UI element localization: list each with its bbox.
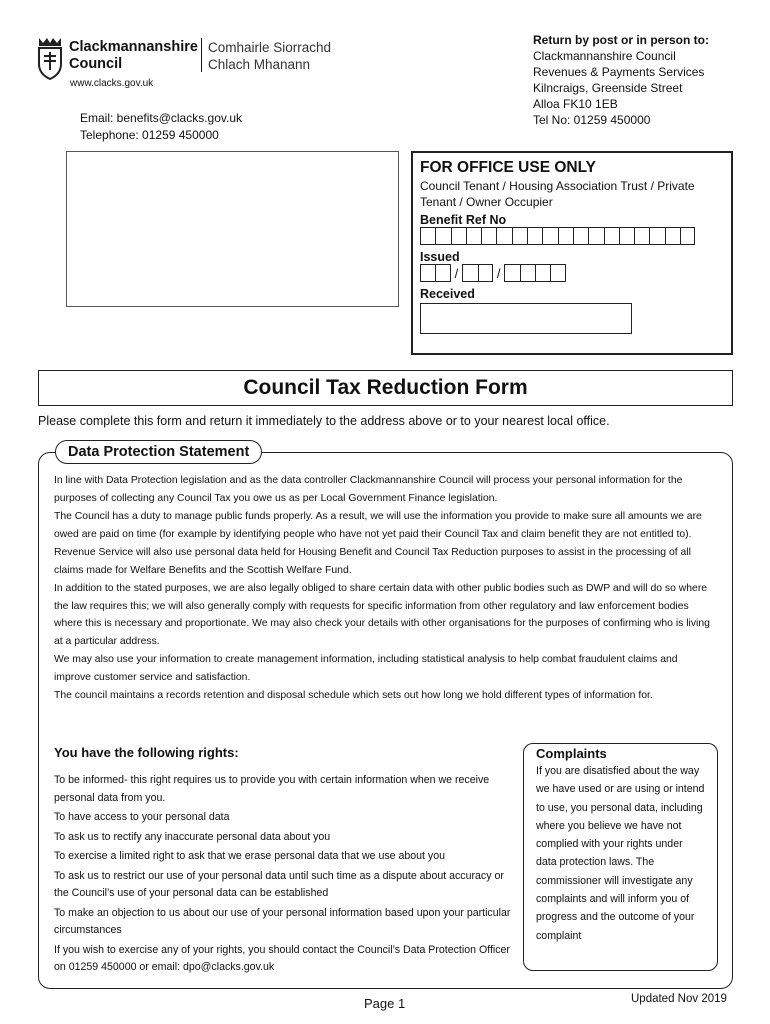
received-field[interactable] bbox=[420, 303, 632, 334]
complaints-box bbox=[523, 743, 718, 971]
dp-paragraph: In line with Data Protection legislation and as the data controller Clackmannanshire Council will process your personal information for the purposes of collecting any Council Tax you owe us as per Local Government Finance legislation. bbox=[54, 475, 683, 504]
rights-list bbox=[54, 772, 514, 979]
dp-paragraph: The council maintains a records retention and disposal schedule which sets out how long we hold different types of information for. bbox=[54, 690, 653, 701]
right-item: To ask us to rectify any inaccurate personal data about you bbox=[54, 830, 331, 843]
return-address-line: Clackmannanshire Council bbox=[533, 49, 676, 63]
contact-email: Email: benefits@clacks.gov.uk bbox=[80, 111, 243, 125]
issued-date-field[interactable]: / / bbox=[420, 264, 724, 282]
council-name: Clackmannanshire Council bbox=[69, 39, 198, 72]
return-address-line: Tel No: 01259 450000 bbox=[533, 113, 651, 127]
gaelic-name: Comhairle Siorrachd Chlach Mhanann bbox=[208, 40, 332, 72]
dp-paragraph: We may also use your information to create management information, including statistical analysis to help combat fraudulent claims and improve customer service and satisfaction. bbox=[54, 654, 678, 683]
contact-telephone: Telephone: 01259 450000 bbox=[80, 128, 219, 142]
right-item: To have access to your personal data bbox=[54, 811, 230, 823]
form-instruction: Please complete this form and return it immediately to the address above or to your nearest local office. bbox=[38, 414, 610, 428]
right-item: To ask us to restrict our use of your personal data until such time as a dispute about accuracy or the Council’s use of your personal data can be established bbox=[54, 869, 504, 899]
data-protection-body bbox=[54, 472, 714, 706]
benefit-ref-field[interactable] bbox=[420, 227, 724, 245]
received-label: Received bbox=[420, 287, 475, 301]
website-link[interactable]: www.clacks.gov.uk bbox=[70, 78, 154, 89]
barcode-label-area bbox=[66, 151, 399, 307]
form-title: Council Tax Reduction Form bbox=[38, 370, 733, 406]
right-item: To make an objection to us about our use of your personal information based upon your particular circumstances bbox=[54, 906, 511, 936]
office-use-panel bbox=[411, 151, 733, 355]
return-address-line: Kilncraigs, Greenside Street bbox=[533, 81, 683, 95]
issued-day[interactable] bbox=[420, 264, 451, 282]
data-protection-title: Data Protection Statement bbox=[55, 440, 262, 464]
updated-date: Updated Nov 2019 bbox=[631, 993, 727, 1005]
dp-paragraph: In addition to the stated purposes, we are also legally obliged to share certain data with other public bodies such as DWP and will do so where the law requires this; we will also generally comply with requests for specific information from other regulatory and law enforcement bodies where this is necessary and proportionate. We may also check your details with other organisations for the purposes of confirming who is living at a particular address. bbox=[54, 583, 710, 647]
council-crest-icon bbox=[36, 36, 64, 80]
dp-paragraph: Revenue Service will also use personal data held for Housing Benefit and Council Tax Reduction purposes to assist in the processing of all claims made for Welfare Benefits and the Scottish Welfare Fund. bbox=[54, 547, 691, 576]
return-address bbox=[533, 32, 709, 128]
benefit-ref-label: Benefit Ref No bbox=[420, 213, 507, 227]
contact-details bbox=[80, 110, 242, 144]
issued-label: Issued bbox=[420, 250, 460, 264]
page-number: Page 1 bbox=[364, 996, 406, 1011]
issued-month[interactable] bbox=[462, 264, 493, 282]
rights-title: You have the following rights: bbox=[54, 745, 239, 760]
dp-paragraph: The Council has a duty to manage public funds properly. As a result, we will use the information you provide to make sure all amounts we are owed are paid on time (for example by identifying people who have not yet paid their Council Tax and claim benefit they are not entitled to). bbox=[54, 511, 702, 540]
right-item: To exercise a limited right to ask that we erase personal data that we use about you bbox=[54, 850, 446, 862]
header-divider bbox=[201, 38, 202, 72]
right-item: To be informed- this right requires us to provide you with certain information when we receive personal data from you. bbox=[54, 774, 490, 804]
issued-year[interactable] bbox=[504, 264, 565, 282]
return-address-title: Return by post or in person to: bbox=[533, 33, 709, 47]
return-address-line: Alloa FK10 1EB bbox=[533, 97, 618, 111]
tenant-types: Council Tenant / Housing Association Trust / Private Tenant / Owner Occupier bbox=[420, 179, 695, 209]
return-address-line: Revenues & Payments Services bbox=[533, 65, 705, 79]
complaints-text: If you are disatisfied about the way we have used or are using or intend to use, you personal data, including where you believe we have not complied with your rights under data protection laws. The commissioner will investigate any complaints and will inform you of progress and the outcome of your complaint bbox=[536, 765, 705, 942]
office-use-title: FOR OFFICE USE ONLY bbox=[420, 159, 596, 176]
right-item: If you wish to exercise any of your rights, you should contact the Council’s Data Protection Officer on 01259 450000 or email: dpo@clacks.gov.uk bbox=[54, 943, 510, 973]
complaints-title: Complaints bbox=[536, 746, 607, 761]
